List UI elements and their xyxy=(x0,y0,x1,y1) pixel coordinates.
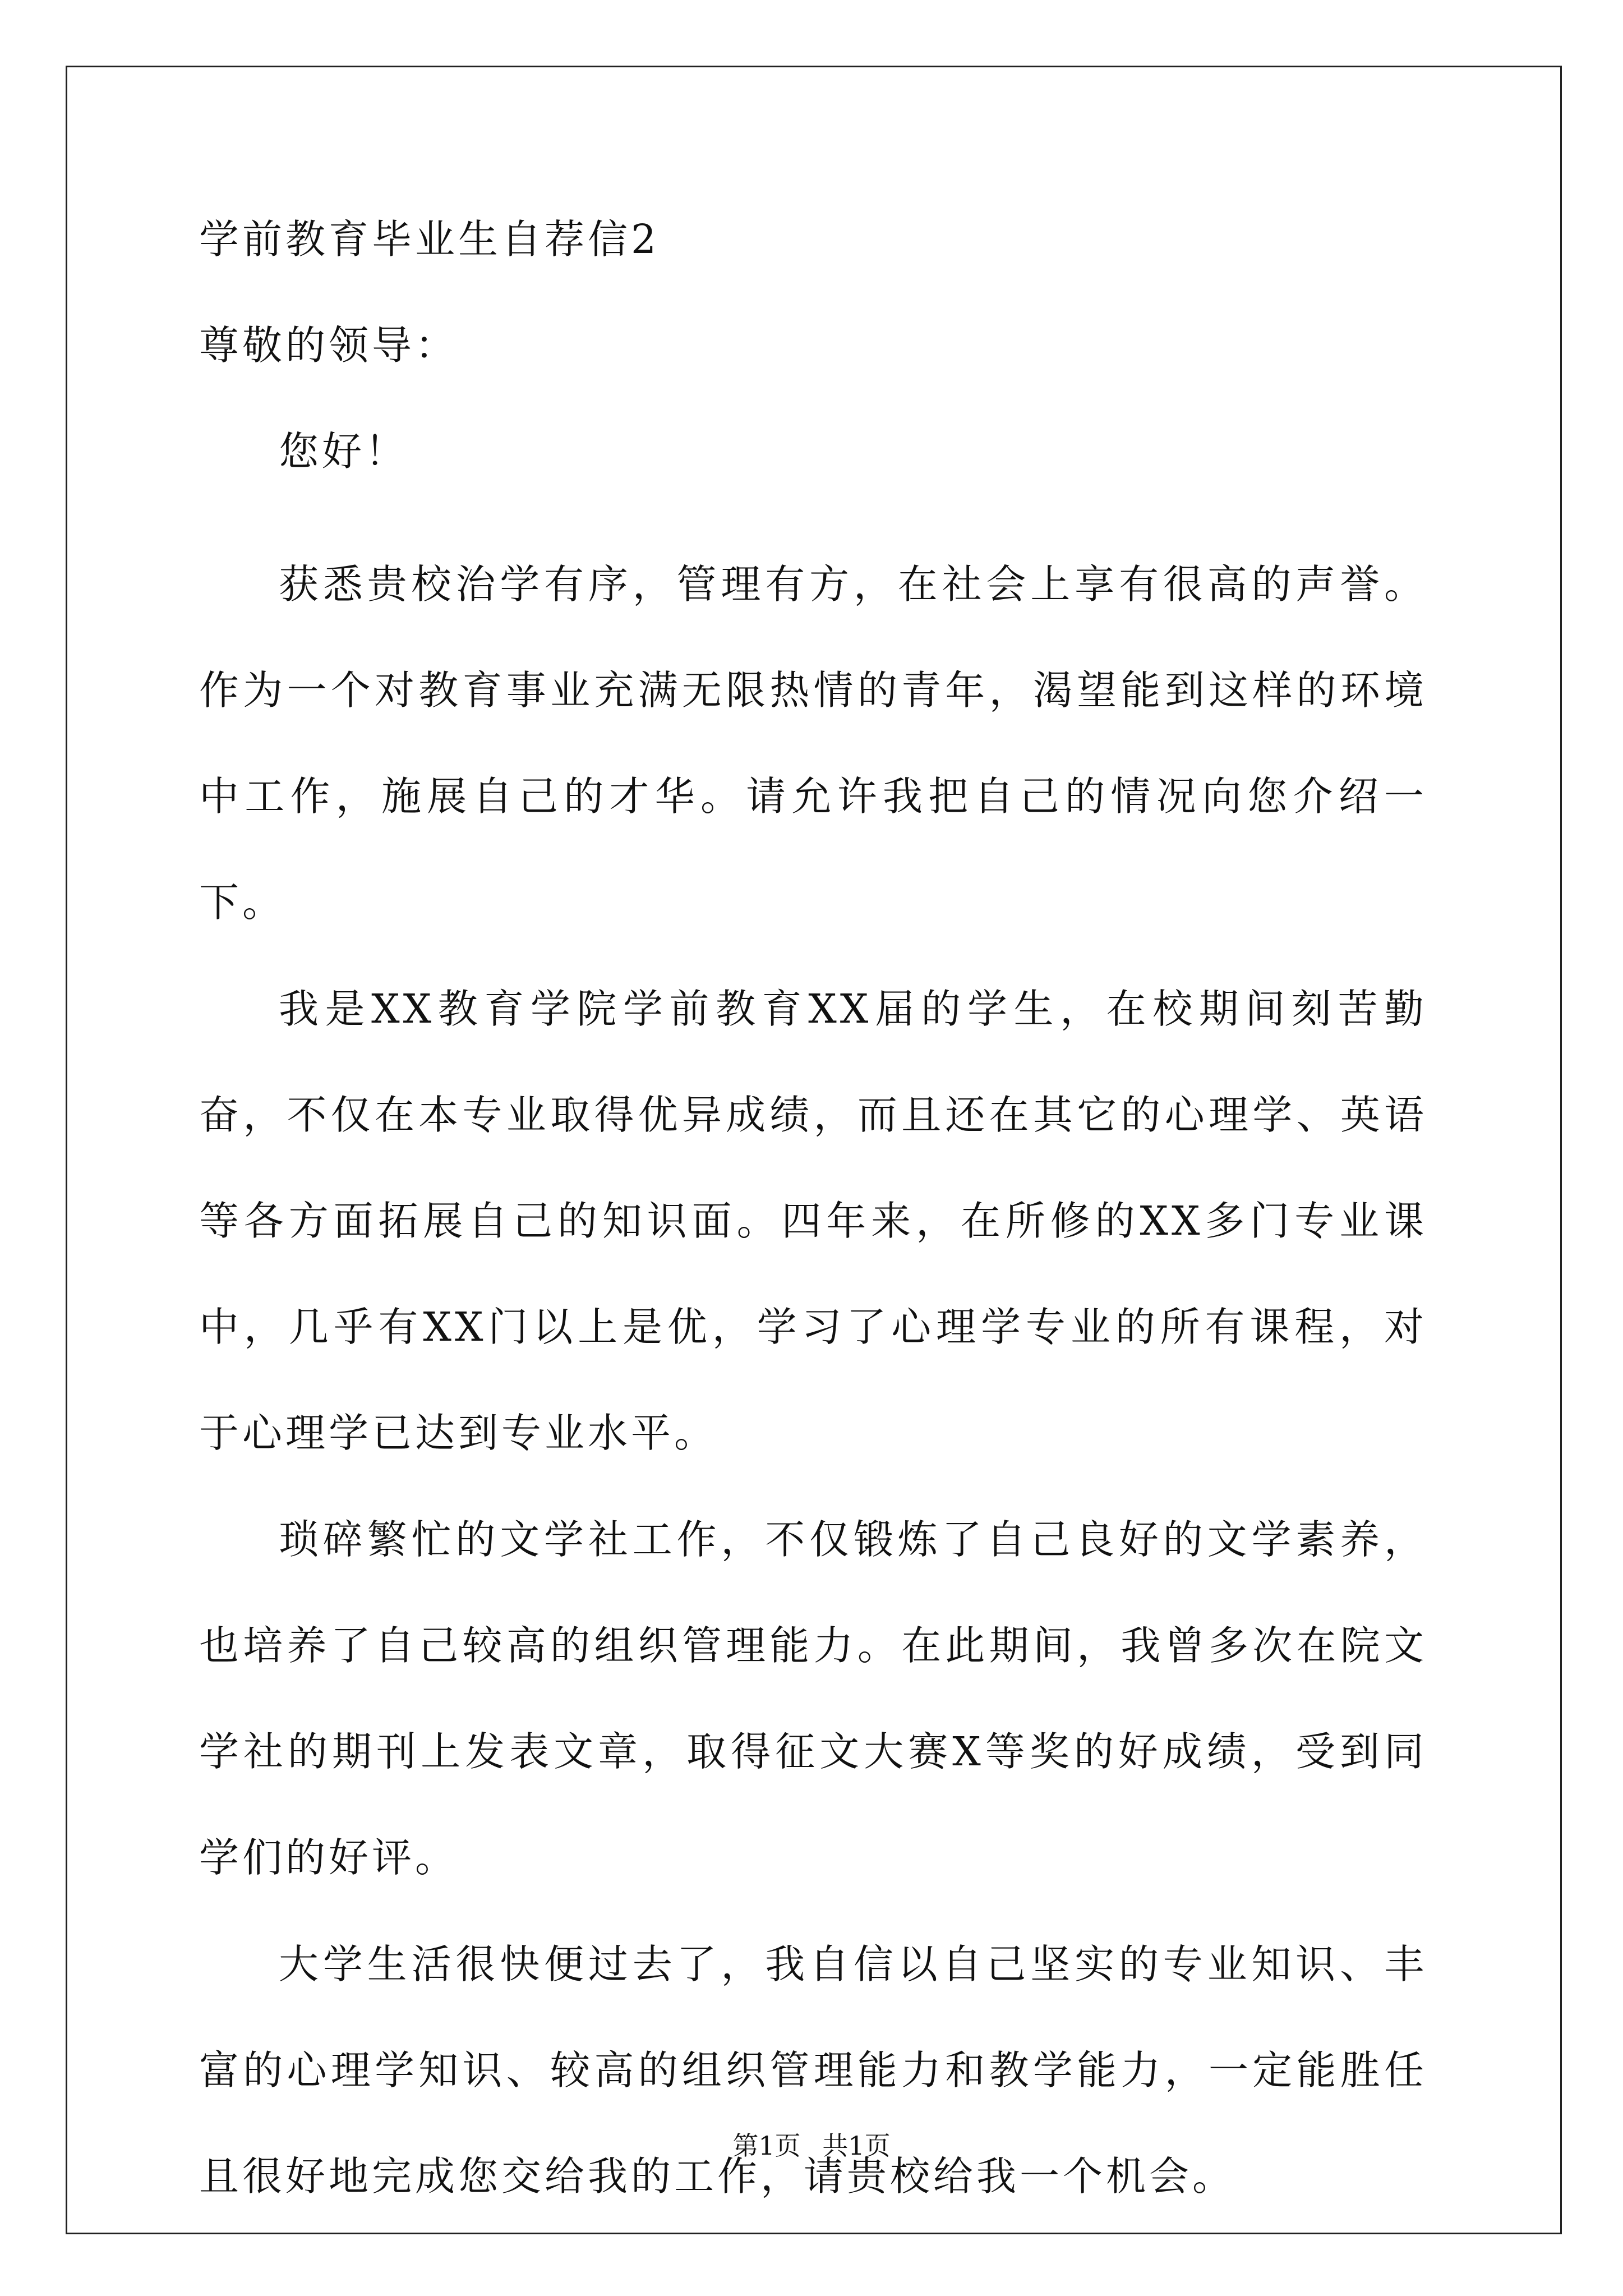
letter-salutation: 尊敬的领导： xyxy=(199,322,459,369)
paragraph-literary-club: 琐碎繁忙的文学社工作，不仅锻炼了自己良好的文学素养，也培养了自己较高的组织管理能力。在此期间，我曾多次在院文学社的期刊上发表文章，取得征文大赛X等奖的好成绩，受到同学们的好评。 xyxy=(199,1516,1427,1881)
page-footer xyxy=(0,2129,1623,2162)
letter-greeting: 您好！ xyxy=(279,428,409,475)
letter-title: 学前教育毕业生自荐信2 xyxy=(199,216,660,263)
page-number: 第1页 xyxy=(732,2131,801,2161)
page-total: 共1页 xyxy=(822,2131,891,2161)
paragraph-introduction: 获悉贵校治学有序，管理有方，在社会上享有很高的声誉。作为一个对教育事业充满无限热情的青年，渴望能到这样的环境中工作，施展自己的才华。请允许我把自己的情况向您介绍一下。 xyxy=(199,561,1427,926)
letter-body xyxy=(199,213,1427,2256)
paragraph-education: 我是XX教育学院学前教育XX届的学生，在校期间刻苦勤奋，不仅在本专业取得优异成绩，而且还在其它的心理学、英语等各方面拓展自己的知识面。四年来，在所修的XX多门专业课中，几乎有XX门以上是优，学习了心理学专业的所有课程，对于心理学已达到专业水平。 xyxy=(199,986,1427,1456)
paragraph-closing: 大学生活很快便过去了，我自信以自己坚实的专业知识、丰富的心理学知识、较高的组织管理能力和教学能力，一定能胜任且很好地完成您交给我的工作，请贵校给我一个机会。 xyxy=(199,1941,1427,2200)
